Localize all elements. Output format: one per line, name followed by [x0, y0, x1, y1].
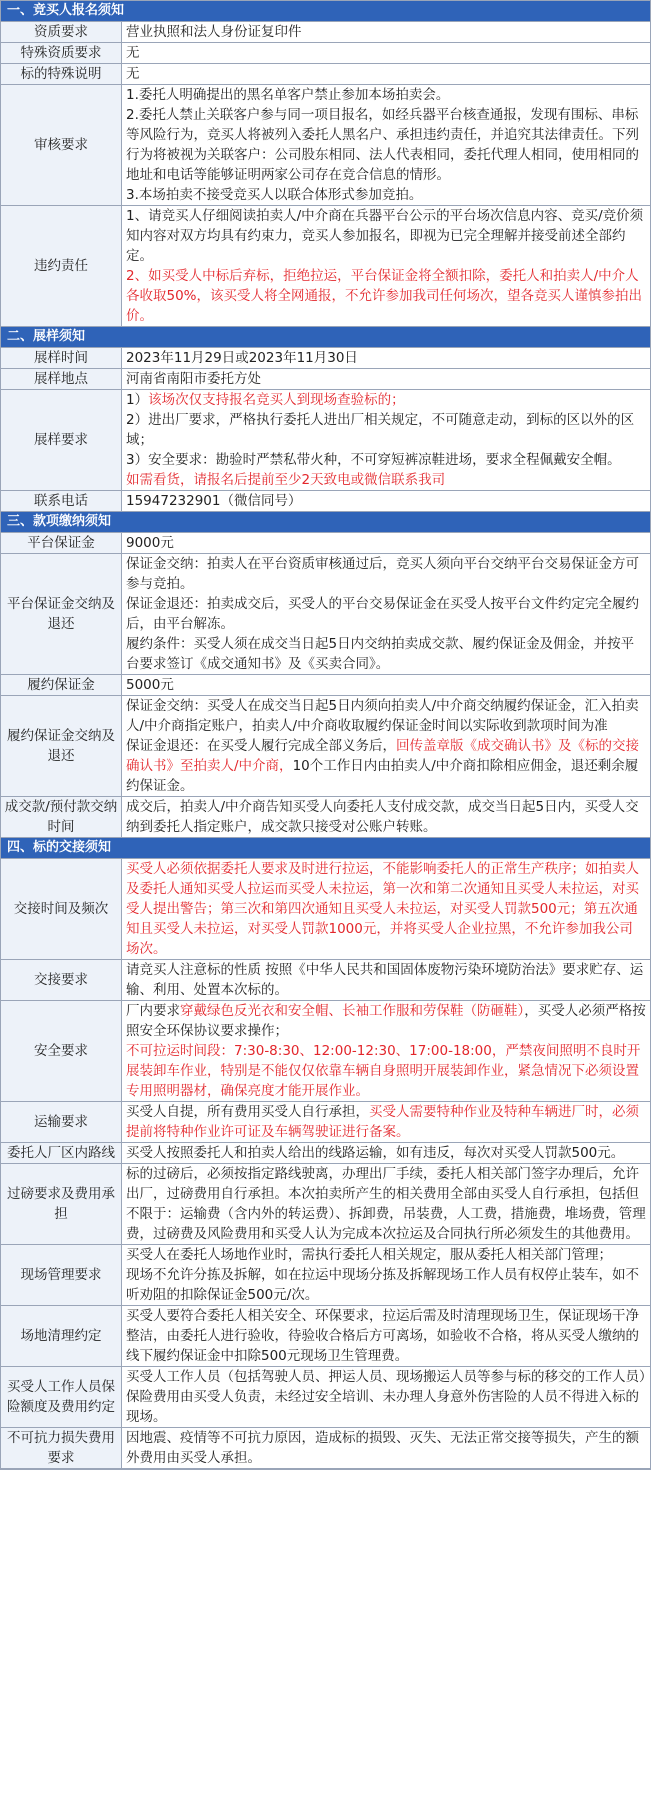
row-label: 资质要求: [1, 22, 122, 43]
value-text: 买受人要符合委托人相关安全、环保要求，拉运后需及时清理现场卫生，保证现场干净整洁，由委托人进行验收，待验收合格后方可离场，如验收不合格，将从买受人缴纳的线下履约保证金中扣除500元现场卫生管理费。: [126, 1308, 639, 1364]
row-value: [122, 22, 651, 43]
row-label: 审核要求: [1, 85, 122, 206]
table-row: [1, 390, 650, 491]
value-text: 买受人在委托人场地作业时，需执行委托人相关规定，服从委托人相关部门管理；: [126, 1247, 612, 1263]
row-label: 安全要求: [1, 1001, 122, 1102]
value-text: ，买受人必须严格按照安全环保协议要求操作；: [126, 1003, 646, 1039]
value-text: 1、请竞买人仔细阅读拍卖人/中介商在兵器平台公示的平台场次信息内容、竞买/竞价须知内容对双方均具有约束力，竞买人参加报名，即视为已完全理解并接受前述全部约定。: [126, 208, 644, 264]
row-label: 委托人厂区内路线: [1, 1143, 122, 1164]
value-paragraph: [126, 1102, 646, 1142]
highlighted-text: 不可拉运时间段：7:30-8:30、12:00-12:30、17:00-18:00，严禁夜间照明不良时开展装卸车作业，特别是不能仅仅依靠车辆自身照明开展装卸作业，紧急情况下必须设置专用照明器材，确保亮度才能开展作业。: [126, 1043, 641, 1099]
row-label: 现场管理要求: [1, 1245, 122, 1306]
value-paragraph: [126, 1164, 646, 1244]
row-value: [122, 960, 651, 1001]
row-label: 履约保证金: [1, 675, 122, 696]
table-row: [1, 1001, 650, 1102]
value-text: 河南省南阳市委托方处: [126, 371, 261, 387]
row-label: 过磅要求及费用承担: [1, 1164, 122, 1245]
table-row: [1, 22, 650, 43]
table-row: [1, 43, 650, 64]
value-text: 5000元: [126, 677, 174, 693]
row-value: [122, 1428, 651, 1469]
table-row: [1, 1306, 650, 1367]
table-row: [1, 64, 650, 85]
value-text: 保证金退还：在买受人履行完成全部义务后，: [126, 738, 396, 754]
row-label: 标的特殊说明: [1, 64, 122, 85]
row-label: 场地清理约定: [1, 1306, 122, 1367]
table-row: [1, 348, 650, 369]
row-value: [122, 696, 651, 797]
row-label: 交接时间及频次: [1, 859, 122, 960]
value-paragraph: [126, 594, 646, 634]
row-label: 平台保证金交纳及退还: [1, 554, 122, 675]
value-paragraph: [126, 1143, 646, 1163]
value-paragraph: [126, 266, 646, 326]
row-value: [122, 1001, 651, 1102]
value-text: 1）: [126, 392, 149, 408]
row-value: [122, 206, 651, 327]
highlighted-text: 穿戴绿色反光衣和安全帽、长袖工作服和劳保鞋（防砸鞋）: [180, 1003, 525, 1019]
value-text: 营业执照和法人身份证复印件: [126, 24, 302, 40]
value-paragraph: [126, 1041, 646, 1101]
table-row: [1, 1367, 650, 1428]
table-row: [1, 859, 650, 960]
value-paragraph: [126, 675, 646, 695]
table-row: [1, 1245, 650, 1306]
value-paragraph: [126, 1265, 646, 1305]
row-label: 买受人工作人员保险额度及费用约定: [1, 1367, 122, 1428]
table-row: [1, 1102, 650, 1143]
value-text: 厂内要求: [126, 1003, 180, 1019]
table-row: [1, 369, 650, 390]
info-table: [1, 859, 650, 1469]
value-paragraph: [126, 64, 646, 84]
highlighted-text: 买受人必须依据委托人要求及时进行拉运，不能影响委托人的正常生产秩序；如拍卖人及委托人通知买受人拉运而买受人未拉运，第一次和第二次通知且买受人未拉运，对买受人提出警告；第三次和第四次通知且买受人未拉运，对买受人罚款500元；第五次通知且买受人未拉运，对买受人罚款1000元，并将买受人企业拉黑，不允许参加我公司场次。: [126, 861, 639, 957]
value-text: 2.委托人禁止关联客户参与同一项目报名，如经兵器平台核查通报，发现有围标、串标等风险行为，竞买人将被列入委托人黑名户、承担违约责任，并追究其法律责任。下列行为将被视为关联客户：公司股东相同、法人代表相同，委托代理人相同，使用相同的地址和电话等能够证明两家公司存在竞合信息的情形。: [126, 107, 639, 183]
row-value: [122, 1306, 651, 1367]
value-text: 标的过磅后，必须按指定路线驶离，办理出厂手续，委托人相关部门签字办理后，允许出厂，过磅费用自行承担。本次拍卖所产生的相关费用全部由买受人自行承担，包括但不限于：运输费（含内外的转运费）、拆卸费，吊装费，人工费，措施费，堆场费，管理费，过磅费及风险费用和买受人认为完成本次拉运及合同执行所必须发生的其他费用。: [126, 1166, 646, 1242]
row-value: [122, 1245, 651, 1306]
section-header: 二、展样须知: [1, 327, 650, 348]
value-paragraph: [126, 105, 646, 185]
row-label: 履约保证金交纳及退还: [1, 696, 122, 797]
value-text: 2023年11月29日或2023年11月30日: [126, 350, 358, 366]
value-text: 买受人工作人员（包括驾驶人员、押运人员、现场搬运人员等参与标的移交的工作人员）保险费用由买受人负责，未经过安全培训、未办理人身意外伤害险的人员不得进入标的现场。: [126, 1369, 646, 1425]
value-text: 3.本场拍卖不接受竞买人以联合体形式参加竞拍。: [126, 187, 423, 203]
value-paragraph: [126, 206, 646, 266]
table-row: [1, 1143, 650, 1164]
value-paragraph: [126, 22, 646, 42]
row-value: [122, 533, 651, 554]
value-text: 无: [126, 45, 140, 61]
row-label: 运输要求: [1, 1102, 122, 1143]
highlighted-text: 该场次仅支持报名竞买人到现场查验标的；: [148, 392, 405, 408]
value-text: 15947232901（微信同号）: [126, 493, 302, 509]
row-value: [122, 554, 651, 675]
row-value: [122, 43, 651, 64]
value-text: 履约条件：买受人须在成交当日起5日内交纳拍卖成交款、履约保证金及佣金，并按平台要求签订《成交通知书》及《买卖合同》。: [126, 636, 635, 672]
row-label: 平台保证金: [1, 533, 122, 554]
value-text: 买受人自提，所有费用买受人自行承担，: [126, 1104, 369, 1120]
row-value: [122, 1367, 651, 1428]
highlighted-text: 如需看货，请报名后提前至少2天致电或微信联系我司: [126, 472, 446, 488]
value-text: 现场不允许分拣及拆解，如在拉运中现场分拣及拆解现场工作人员有权停止装车，如不听劝阻的扣除保证金500元/次。: [126, 1267, 639, 1303]
row-value: [122, 85, 651, 206]
row-label: 联系电话: [1, 491, 122, 512]
value-paragraph: [126, 410, 646, 450]
highlighted-text: 2、如买受人中标后弃标，拒绝拉运，平台保证金将全额扣除，委托人和拍卖人/中介人各收取50%，该买受人将全网通报，不允许参加我司任何场次，望各竞买人谨慎参拍出价。: [126, 268, 643, 324]
value-text: 9000元: [126, 535, 174, 551]
table-row: [1, 797, 650, 838]
value-text: 请竞买人注意标的性质 按照《中华人民共和国固体废物污染环境防治法》要求贮存、运输、利用、处置本次标的。: [126, 962, 644, 998]
value-paragraph: [126, 554, 646, 594]
value-paragraph: [126, 1306, 646, 1366]
value-paragraph: [126, 470, 646, 490]
row-label: 交接要求: [1, 960, 122, 1001]
value-text: 10个工作日内由拍卖人/中介商扣除相应佣金，退还剩余履约保证金。: [126, 758, 639, 794]
row-label: 展样要求: [1, 390, 122, 491]
value-text: 买受人按照委托人和拍卖人给出的线路运输，如有违反，每次对买受人罚款500元。: [126, 1145, 625, 1161]
value-text: 保证金交纳：买受人在成交当日起5日内须向拍卖人/中介商交纳履约保证金，汇入拍卖人/中介商指定账户，拍卖人/中介商收取履约保证金时间以实际收到款项时间为准: [126, 698, 639, 734]
value-paragraph: [126, 736, 646, 796]
value-paragraph: [126, 859, 646, 959]
value-paragraph: [126, 390, 646, 410]
table-row: [1, 960, 650, 1001]
highlighted-text: 回传盖章版《成交确认书》及《标的交接确认书》至拍卖人/中介商，: [126, 738, 639, 774]
row-label: 成交款/预付款交纳时间: [1, 797, 122, 838]
value-paragraph: [126, 960, 646, 1000]
value-paragraph: [126, 1001, 646, 1041]
info-table: [1, 533, 650, 838]
table-row: [1, 675, 650, 696]
row-value: [122, 675, 651, 696]
table-row: [1, 696, 650, 797]
value-text: 1.委托人明确提出的黑名单客户禁止参加本场拍卖会。: [126, 87, 450, 103]
row-value: [122, 64, 651, 85]
row-value: [122, 491, 651, 512]
table-row: [1, 1428, 650, 1469]
table-row: [1, 1164, 650, 1245]
value-text: 保证金交纳：拍卖人在平台资质审核通过后，竞买人须向平台交纳平台交易保证金方可参与竞拍。: [126, 556, 639, 592]
value-text: 3）安全要求：勘验时严禁私带火种，不可穿短裤凉鞋进场，要求全程佩戴安全帽。: [126, 452, 621, 468]
highlighted-text: 买受人需要特种作业及特种车辆进厂时，必须提前将特种作业许可证及车辆驾驶证进行备案。: [126, 1104, 639, 1140]
row-label: 违约责任: [1, 206, 122, 327]
value-paragraph: [126, 1245, 646, 1265]
value-paragraph: [126, 85, 646, 105]
value-text: 因地震、疫情等不可抗力原因，造成标的损毁、灭失、无法正常交接等损失，产生的额外费用由买受人承担。: [126, 1430, 639, 1466]
row-label: 展样地点: [1, 369, 122, 390]
section-header: 一、竞买人报名须知: [1, 1, 650, 22]
value-text: 无: [126, 66, 140, 82]
value-paragraph: [126, 491, 646, 511]
value-paragraph: [126, 43, 646, 63]
row-value: [122, 1102, 651, 1143]
value-paragraph: [126, 1367, 646, 1427]
table-row: [1, 554, 650, 675]
value-paragraph: [126, 369, 646, 389]
table-row: [1, 206, 650, 327]
value-paragraph: [126, 634, 646, 674]
info-table: [1, 22, 650, 327]
table-row: [1, 533, 650, 554]
row-label: 不可抗力损失费用要求: [1, 1428, 122, 1469]
row-value: [122, 390, 651, 491]
row-value: [122, 1164, 651, 1245]
row-label: 展样时间: [1, 348, 122, 369]
value-paragraph: [126, 450, 646, 470]
info-table: [1, 348, 650, 512]
value-paragraph: [126, 696, 646, 736]
value-paragraph: [126, 185, 646, 205]
row-value: [122, 859, 651, 960]
value-text: 成交后，拍卖人/中介商告知买受人向委托人支付成交款，成交当日起5日内，买受人交纳到委托人指定账户，成交款只接受对公账户转账。: [126, 799, 639, 835]
value-paragraph: [126, 533, 646, 553]
table-row: [1, 491, 650, 512]
value-paragraph: [126, 1428, 646, 1468]
row-value: [122, 797, 651, 838]
section-header: 三、款项缴纳须知: [1, 512, 650, 533]
row-value: [122, 348, 651, 369]
value-paragraph: [126, 348, 646, 368]
value-text: 2）进出厂要求，严格执行委托人进出厂相关规定，不可随意走动，到标的区以外的区域；: [126, 412, 635, 448]
section-header: 四、标的交接须知: [1, 838, 650, 859]
row-value: [122, 369, 651, 390]
row-label: 特殊资质要求: [1, 43, 122, 64]
table-row: [1, 85, 650, 206]
row-value: [122, 1143, 651, 1164]
value-text: 保证金退还：拍卖成交后，买受人的平台交易保证金在买受人按平台文件约定完全履约后，由平台解冻。: [126, 596, 639, 632]
value-paragraph: [126, 797, 646, 837]
